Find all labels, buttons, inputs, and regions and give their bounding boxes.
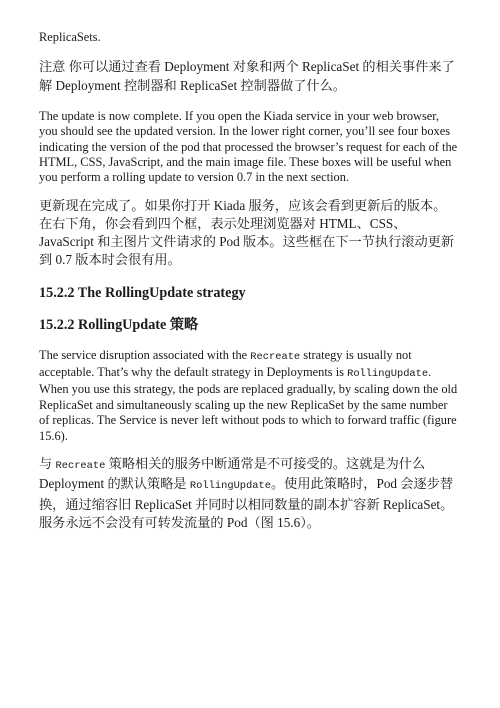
zh-rolling-text-a: 与 bbox=[39, 456, 56, 472]
zh-update-complete-paragraph: 更新现在完成了。如果你打开 Kiada 服务，应该会看到更新后的版本。在右下角，你会看到四个框，表示处理浏览器对 HTML、CSS、JavaScript 和主图片文件请求的 Pod 版本。这些框在下一节执行滚动更新到 0.7 版本时会很有用。 bbox=[39, 197, 455, 268]
section-heading-zh-prefix: 15.2.2 RollingUpdate bbox=[39, 316, 170, 333]
recreate-code: Recreate bbox=[250, 350, 301, 363]
zh-rollingupdate-code: RollingUpdate bbox=[189, 480, 271, 493]
rolling-text-a: The service disruption associated with the bbox=[39, 347, 251, 362]
zh-rolling-update-paragraph bbox=[39, 455, 459, 532]
zh-recreate-code: Recreate bbox=[55, 460, 106, 473]
rolling-update-paragraph bbox=[39, 348, 459, 444]
zh-rolling-text-c: 。使用此策略时，Pod 会逐步替换，通过缩容旧 ReplicaSet 并同时以相同数量的副本扩容新 ReplicaSet。服务永远不会没有可转发流量的 Pod（图 15.6）。 bbox=[39, 476, 454, 530]
rolling-text-b: strategy is usually not acceptable. That’s why the default strategy in Deployments is bbox=[39, 347, 412, 380]
section-heading-en: 15.2.2 The RollingUpdate strategy bbox=[39, 284, 246, 301]
rollingupdate-code: RollingUpdate bbox=[347, 368, 429, 381]
rolling-text-c: . When you use this strategy, the pods are replaced gradually, by scaling down the old ReplicaSet and simultaneously scaling up the new ReplicaSet by the same number of replicas. The Service is never left without pods to which to forward traffic (figure 15.6). bbox=[39, 365, 458, 443]
update-complete-paragraph: The update is now complete. If you open the Kiada service in your web browser, you should see the updated version. In the lower right corner, you’ll see four boxes indicating the version of the pod that processed the browser’s request for each of the HTML, CSS, JavaScript, and the main image file. These boxes will be useful when you perform a rolling update to version 0.7 in the next section. bbox=[39, 108, 458, 185]
section-heading-zh bbox=[39, 316, 459, 334]
section-heading-zh-word: 策略 bbox=[169, 316, 199, 333]
document-page bbox=[39, 30, 459, 532]
lead-fragment: ReplicaSets. bbox=[39, 30, 101, 44]
zh-rolling-text-b: 策略相关的服务中断通常是不可接受的。这就是为什么 Deployment 的默认策略是 bbox=[39, 456, 426, 492]
zh-note-paragraph: 注意 你可以通过查看 Deployment 对象和两个 ReplicaSet 的相关事件来了解 Deployment 控制器和 ReplicaSet 控制器做了什么。 bbox=[39, 59, 455, 93]
